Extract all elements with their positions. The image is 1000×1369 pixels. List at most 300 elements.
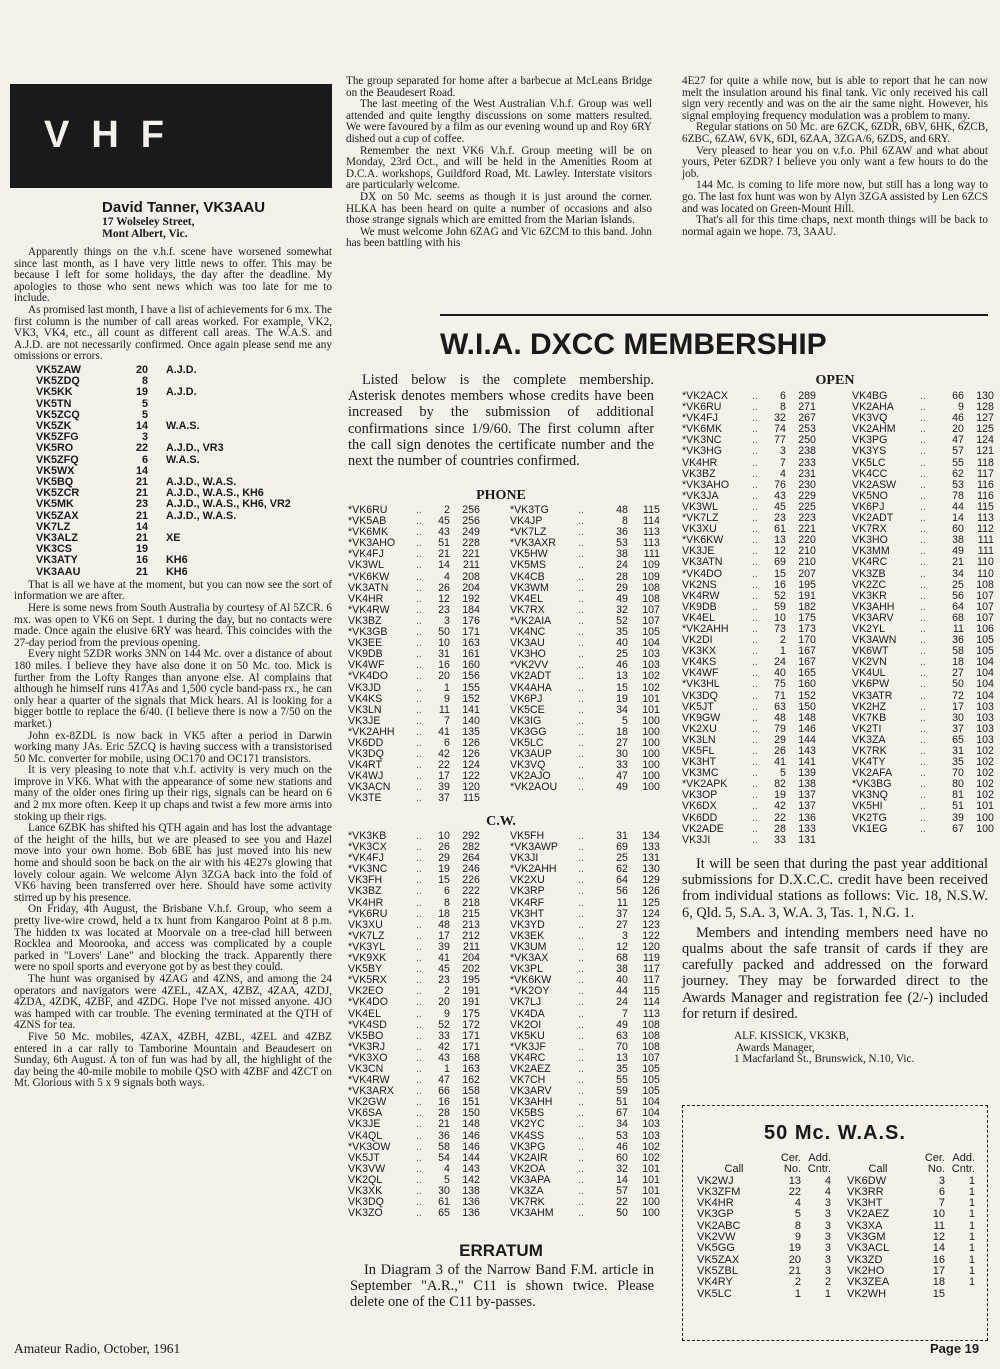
certificate-number: 69 <box>616 841 628 854</box>
leader-dots: .. <box>578 885 584 898</box>
leader-dots: .. <box>416 1062 422 1075</box>
certificate-number: 31 <box>616 830 628 842</box>
countries-confirmed: 102 <box>976 767 994 780</box>
countries-confirmed: 122 <box>642 929 660 942</box>
call-areas: 21 <box>135 531 148 544</box>
countries-confirmed: 120 <box>642 940 660 953</box>
call-sign: *VK6KW <box>510 974 552 987</box>
call-sign: VK3VW <box>348 1162 386 1175</box>
certificate-number: 71 <box>774 689 786 702</box>
countries-confirmed: 109 <box>642 570 660 583</box>
call-areas: 6 <box>141 453 148 466</box>
leader-dots: .. <box>416 1196 422 1209</box>
was-call: VK2AEZ <box>847 1208 890 1221</box>
certificate-number: 56 <box>952 589 964 602</box>
call-sign: *VK6MK <box>682 423 723 436</box>
call-sign: VK9DB <box>682 600 717 613</box>
countries-confirmed: 163 <box>462 637 480 650</box>
certificate-number: 47 <box>616 770 628 783</box>
dxcc-row <box>348 886 480 897</box>
was-cert-no: 20 <box>788 1253 801 1266</box>
countries-confirmed: 133 <box>642 841 660 854</box>
call-areas: 5 <box>141 397 148 410</box>
leader-dots: .. <box>752 600 758 613</box>
leader-dots: .. <box>578 670 584 683</box>
leader-dots: .. <box>578 1018 584 1031</box>
dxcc-row <box>348 793 480 804</box>
leader-dots: .. <box>920 600 926 613</box>
leader-dots: .. <box>578 1007 584 1020</box>
certificate-number: 58 <box>438 1140 450 1153</box>
certificate-number: 24 <box>616 996 628 1009</box>
countries-confirmed: 113 <box>643 537 660 550</box>
certificate-number: 8 <box>443 896 450 909</box>
call-sign: VK3AU <box>510 637 545 650</box>
leader-dots: .. <box>416 952 422 965</box>
achievement-row <box>36 376 291 387</box>
countries-confirmed: 140 <box>462 714 480 727</box>
was-call: VK4RY <box>697 1276 733 1289</box>
dxcc-row <box>852 691 994 702</box>
certificate-number: 14 <box>438 559 450 572</box>
call-sign: VK4HR <box>682 456 718 469</box>
call-sign: VK5MK <box>36 498 74 511</box>
countries-confirmed: 136 <box>462 1207 480 1220</box>
call-sign: VK2AFA <box>852 767 893 780</box>
dxcc-row <box>682 458 816 469</box>
call-sign: VK4CC <box>852 467 888 480</box>
was-add-cntr: 3 <box>824 1197 831 1210</box>
call-sign: VK2AHA <box>852 401 894 414</box>
certificate-number: 1 <box>443 1062 450 1075</box>
countries-confirmed: 103 <box>976 722 994 735</box>
certificate-number: 45 <box>438 515 450 528</box>
call-sign: VK3AHM <box>510 1207 554 1220</box>
was-call: VK5ZBL <box>697 1264 738 1277</box>
countries-confirmed: 103 <box>976 733 994 746</box>
leader-dots: .. <box>578 918 584 931</box>
countries-confirmed: 117 <box>643 974 660 987</box>
leader-dots: .. <box>920 556 926 569</box>
was-add-cntr: 1 <box>968 1174 975 1187</box>
certificate-number: 59 <box>774 600 786 613</box>
call-sign: VK3XK <box>348 1185 383 1197</box>
leader-dots: .. <box>752 489 758 502</box>
call-sign: *VK4SD <box>348 1018 387 1031</box>
certificate-number: 27 <box>616 918 628 931</box>
certificate-number: 44 <box>616 985 628 998</box>
call-sign: *VK9XK <box>348 952 387 965</box>
countries-confirmed: 105 <box>976 634 994 647</box>
leader-dots: .. <box>416 1051 422 1064</box>
was-add-cntr: 3 <box>824 1253 831 1266</box>
achievement-row <box>36 455 291 466</box>
call-sign: VK7CH <box>510 1074 546 1087</box>
call-sign: VK3XU <box>682 523 717 536</box>
was-box <box>682 1105 988 1341</box>
was-add-cntr: 1 <box>824 1287 831 1300</box>
call-sign: *VK3HG <box>682 445 723 458</box>
certificate-number: 38 <box>616 548 628 561</box>
countries-confirmed: 100 <box>642 714 660 727</box>
was-add-cntr: 1 <box>968 1197 975 1210</box>
certificate-number: 12 <box>774 545 786 558</box>
countries-confirmed: 202 <box>462 963 480 976</box>
countries-confirmed: 137 <box>798 800 816 813</box>
call-sign: VK4QL <box>348 1129 383 1142</box>
dxcc-row <box>510 572 660 583</box>
countries-confirmed: 175 <box>798 611 816 624</box>
countries-confirmed: 102 <box>642 1140 660 1153</box>
call-sign: *VK4DO <box>682 567 723 580</box>
countries-confirmed: 131 <box>642 852 660 865</box>
certificate-number: 13 <box>774 534 786 547</box>
countries-confirmed: 231 <box>798 467 816 480</box>
countries-confirmed: 100 <box>642 1207 660 1220</box>
certificate-number: 33 <box>616 759 628 772</box>
dxcc-row <box>348 1119 480 1130</box>
leader-dots: .. <box>920 645 926 658</box>
countries-confirmed: 139 <box>798 767 816 780</box>
leader-dots: .. <box>920 711 926 724</box>
countries-confirmed: 150 <box>462 1107 480 1120</box>
certificate-number: 82 <box>774 778 786 791</box>
was-cert-no: 4 <box>794 1197 801 1210</box>
countries-confirmed: 130 <box>642 863 660 876</box>
call-sign: VK7LZ <box>36 520 71 533</box>
countries-confirmed: 210 <box>798 556 816 569</box>
call-sign: VK3ATN <box>682 556 723 569</box>
call-sign: VK6DD <box>348 736 384 749</box>
leader-dots: .. <box>578 725 584 738</box>
certificate-number: 7 <box>621 1007 628 1020</box>
call-sign: VK7RX <box>852 523 887 536</box>
leader-dots: .. <box>752 833 758 846</box>
dxcc-row <box>682 446 816 457</box>
author-address-line-2: Mont Albert, Vic. <box>102 228 188 240</box>
certificate-number: 10 <box>438 637 450 650</box>
vhf-paragraph: Here is some news from South Australia by courtesy of Al 5ZCR. 6 mx. was open to VK6 on Sept. 1 during the day, but no contacts were made. Once again the elusive 6RY was heard. This coincides with the 27-day period from the previous opening. <box>14 601 332 649</box>
leader-dots: .. <box>920 667 926 680</box>
leader-dots: .. <box>752 822 758 835</box>
was-title: 50 Mc. W.A.S. <box>764 1122 906 1144</box>
certificate-number: 41 <box>774 756 786 769</box>
countries-confirmed: 253 <box>798 423 816 436</box>
call-sign: VK5ZFQ <box>36 453 79 466</box>
certificate-number: 49 <box>616 1018 628 1031</box>
call-sign: VK3ACN <box>348 781 391 794</box>
certificate-number: 30 <box>616 748 628 761</box>
certificate-number: 16 <box>438 1096 450 1109</box>
certificate-number: 24 <box>774 656 786 669</box>
certificate-number: 23 <box>438 603 450 616</box>
countries-confirmed: 141 <box>798 756 816 769</box>
certificate-number: 40 <box>616 974 628 987</box>
countries-confirmed: 102 <box>642 1151 660 1164</box>
countries-confirmed: 134 <box>642 830 660 842</box>
call-sign: *VK3RJ <box>348 1040 386 1053</box>
vhf-banner <box>10 84 332 188</box>
certificate-number: 68 <box>952 611 964 624</box>
leader-dots: .. <box>416 1151 422 1164</box>
countries-confirmed: 116 <box>977 478 994 491</box>
leader-dots: .. <box>752 656 758 669</box>
certificate-number: 63 <box>774 700 786 713</box>
was-cert-no: 15 <box>932 1287 945 1300</box>
call-sign: VK3AHH <box>510 1096 553 1109</box>
countries-confirmed: 127 <box>976 412 994 425</box>
certificate-number: 31 <box>438 648 450 661</box>
leader-dots: .. <box>920 700 926 713</box>
was-add-cntr: 1 <box>968 1242 975 1255</box>
leader-dots: .. <box>752 767 758 780</box>
vhf-banner-title: VHF <box>44 114 186 156</box>
countries-confirmed: 108 <box>642 581 660 594</box>
countries-confirmed: 100 <box>642 1196 660 1209</box>
leader-dots: .. <box>578 614 584 627</box>
certificate-number: 43 <box>774 489 786 502</box>
dxcc-row <box>510 671 660 682</box>
countries-confirmed: 103 <box>642 659 660 672</box>
leader-dots: .. <box>578 592 584 605</box>
call-sign: VK4EL <box>682 611 715 624</box>
certificate-number: 4 <box>443 1162 450 1175</box>
leader-dots: .. <box>752 678 758 691</box>
dxcc-row <box>510 1009 660 1020</box>
countries-confirmed: 102 <box>976 756 994 769</box>
certificate-number: 15 <box>438 874 450 887</box>
countries-confirmed: 267 <box>798 412 816 425</box>
certificate-number: 9 <box>957 401 964 414</box>
call-sign: *VK3GB <box>348 626 388 639</box>
leader-dots: .. <box>920 622 926 635</box>
leader-dots: .. <box>416 1018 422 1031</box>
call-sign: *VK6RU <box>682 401 722 414</box>
call-sign: VK3AHH <box>852 600 895 613</box>
leader-dots: .. <box>416 1040 422 1053</box>
countries-confirmed: 170 <box>798 634 816 647</box>
countries-confirmed: 112 <box>977 523 994 536</box>
certificate-number: 5 <box>443 1173 450 1186</box>
certificate-number: 48 <box>616 504 628 516</box>
call-sign: *VK3AXR <box>510 537 556 550</box>
countries-confirmed: 238 <box>798 445 816 458</box>
call-sign: VK3GG <box>510 725 547 738</box>
leader-dots: .. <box>578 852 584 865</box>
dxcc-row <box>510 683 660 694</box>
countries-confirmed: 146 <box>462 1129 480 1142</box>
dxcc-row <box>682 679 816 690</box>
was-cert-no: 7 <box>938 1197 945 1210</box>
countries-confirmed: 105 <box>642 1074 660 1087</box>
countries-confirmed: 124 <box>642 907 660 920</box>
certificate-number: 16 <box>438 659 450 672</box>
countries-confirmed: 204 <box>462 952 480 965</box>
certificate-number: 18 <box>438 907 450 920</box>
leader-dots: .. <box>416 1173 422 1186</box>
countries-confirmed: 141 <box>462 703 480 716</box>
vhf-paragraph: John ex-8ZDL is now back in VK5 after a period in Darwin working many JAs. Eric 5ZCQ is having success with a transistorised 50 Mc. converter for mobile, using OC170 and OC171 transistors. <box>14 729 332 765</box>
call-sign: VK3AWN <box>852 634 897 647</box>
countries-confirmed: 101 <box>642 1185 660 1197</box>
dxcc-row <box>348 1208 480 1219</box>
certificate-number: 3 <box>443 614 450 627</box>
countries-confirmed: 104 <box>976 667 994 680</box>
leader-dots: .. <box>416 929 422 942</box>
certificate-number: 15 <box>616 681 628 694</box>
leader-dots: .. <box>920 733 926 746</box>
countries-confirmed: 167 <box>798 645 816 658</box>
leader-dots: .. <box>416 1185 422 1197</box>
was-cert-no: 1 <box>794 1287 801 1300</box>
call-sign: VK5ZAX <box>36 509 79 522</box>
call-sign: VK3VQ <box>510 759 546 772</box>
countries-confirmed: 218 <box>462 896 480 909</box>
call-sign: VK6PJ <box>852 500 885 513</box>
call-sign: VK4WF <box>348 659 385 672</box>
certificate-number: 72 <box>952 689 964 702</box>
phone-table-right <box>510 505 660 793</box>
call-sign: VK3AUP <box>510 748 552 761</box>
certificate-number: 79 <box>774 722 786 735</box>
countries-confirmed: 109 <box>642 559 660 572</box>
countries-confirmed: 101 <box>642 1162 660 1175</box>
call-sign: VK3BZ <box>682 467 716 480</box>
certificate-number: 35 <box>952 756 964 769</box>
call-sign: *VK3AX <box>510 952 549 965</box>
certificate-number: 37 <box>952 722 964 735</box>
leader-dots: .. <box>920 634 926 647</box>
leader-dots: .. <box>578 1107 584 1120</box>
certificate-number: 47 <box>952 434 964 447</box>
countries-confirmed: 195 <box>462 974 480 987</box>
call-sign: VK4CB <box>510 570 545 583</box>
leader-dots: .. <box>578 603 584 616</box>
countries-confirmed: 104 <box>976 656 994 669</box>
certificate-number: 11 <box>616 896 628 909</box>
countries-confirmed: 144 <box>462 1151 480 1164</box>
vhf-paragraph: DX on 50 Mc. seems as though it is just around the corner. HLKA has been heard on quite a number of occasions and also those strange signals which are emitted from the Marian Islands. <box>346 190 652 227</box>
leader-dots: .. <box>578 1162 584 1175</box>
leader-dots: .. <box>416 748 422 761</box>
leader-dots: .. <box>578 985 584 998</box>
countries-confirmed: 103 <box>642 1129 660 1142</box>
certificate-number: 28 <box>774 822 786 835</box>
call-sign: VK6WT <box>852 645 889 658</box>
leader-dots: .. <box>578 570 584 583</box>
countries-confirmed: 171 <box>462 1029 480 1042</box>
certificate-number: 2 <box>443 504 450 516</box>
call-sign: VK5JT <box>682 700 714 713</box>
leader-dots: .. <box>578 526 584 539</box>
call-sign: VK2YL <box>852 622 885 635</box>
vhf-column-3 <box>682 76 988 238</box>
call-sign: *VK2VV <box>510 659 549 672</box>
call-sign: VK7KB <box>852 711 887 724</box>
call-sign: VK3CS <box>36 543 73 556</box>
was-row <box>697 1277 975 1288</box>
countries-confirmed: 105 <box>642 1062 660 1075</box>
countries-confirmed: 126 <box>462 748 480 761</box>
countries-confirmed: 104 <box>642 637 660 650</box>
leader-dots: .. <box>752 390 758 402</box>
vhf-paragraph: Very pleased to hear you on v.f.o. Phil 6ZAW and what about yours, Peter 6ZDR? I believe you only want a few hours to do the job. <box>682 144 988 180</box>
leader-dots: .. <box>752 534 758 547</box>
certificate-number: 41 <box>438 725 450 738</box>
leader-dots: .. <box>416 1207 422 1220</box>
call-areas: 14 <box>135 464 148 477</box>
call-areas: 16 <box>135 554 148 567</box>
call-areas: 22 <box>135 442 148 455</box>
countries-confirmed: 100 <box>642 725 660 738</box>
countries-confirmed: 148 <box>798 711 816 724</box>
call-sign: VK5ZK <box>36 419 72 432</box>
was-header-row <box>697 1164 975 1175</box>
certificate-number: 23 <box>438 974 450 987</box>
was-add-cntr: 2 <box>824 1276 831 1289</box>
certificate-number: 69 <box>774 556 786 569</box>
call-sign: *VK3ARX <box>348 1085 394 1098</box>
certificate-number: 6 <box>779 390 786 402</box>
call-sign: VK3AAU <box>36 565 81 578</box>
leader-dots: .. <box>752 523 758 536</box>
certificate-number: 60 <box>616 1151 628 1164</box>
dxcc-row <box>348 683 480 694</box>
call-sign: VK5HI <box>852 800 883 813</box>
leader-dots: .. <box>578 736 584 749</box>
leader-dots: .. <box>752 500 758 513</box>
countries-confirmed: 105 <box>642 1085 660 1098</box>
dxcc-row <box>348 997 480 1008</box>
certificate-number: 39 <box>952 811 964 824</box>
call-areas: 23 <box>135 498 148 511</box>
cw-table-right-wrap <box>510 831 660 1219</box>
leader-dots: .. <box>416 830 422 842</box>
countries-confirmed: 138 <box>462 1185 480 1197</box>
leader-dots: .. <box>416 1007 422 1020</box>
call-sign: VK2TG <box>852 811 887 824</box>
was-cert-no: 21 <box>788 1264 801 1277</box>
was-row <box>697 1243 975 1254</box>
certificate-number: 47 <box>438 1074 450 1087</box>
certificate-number: 62 <box>952 467 964 480</box>
countries-confirmed: 155 <box>462 681 480 694</box>
certificate-number: 3 <box>621 929 628 942</box>
certificate-number: 74 <box>774 423 786 436</box>
call-sign: VK3EE <box>348 637 383 650</box>
certificate-number: 28 <box>438 1107 450 1120</box>
vhf-paragraph: The hunt was organised by 4ZAG and 4ZNS, and among the 24 operators and navigators were 4ZEL, 4ZAX, 4ZBZ, 4ZAA, 4ZDJ, 4ZDA, 4ZDK, 4ZBF, and 4ZDG. Hope I've not missed anyone. 4JO was hamped with car trouble. The evening terminated at the QTH of 4ZNS for tea. <box>14 972 332 1032</box>
certificate-number: 22 <box>774 811 786 824</box>
was-add-cntr: 1 <box>968 1208 975 1221</box>
leader-dots: .. <box>752 778 758 791</box>
certificate-number: 43 <box>438 526 450 539</box>
countries-confirmed: 133 <box>798 822 816 835</box>
certificate-number: 34 <box>952 567 964 580</box>
countries-confirmed: 110 <box>977 567 994 580</box>
countries-confirmed: 125 <box>976 423 994 436</box>
countries-confirmed: 171 <box>462 626 480 639</box>
call-sign: VK3ARV <box>852 611 894 624</box>
certificate-number: 27 <box>616 736 628 749</box>
leader-dots: .. <box>920 401 926 414</box>
was-header-cell: Cer. <box>924 1152 945 1164</box>
call-areas: 20 <box>135 363 148 376</box>
leader-dots: .. <box>416 1129 422 1142</box>
call-sign: VK4BG <box>852 390 888 402</box>
leader-dots: .. <box>920 789 926 802</box>
was-call: VK3ZEA <box>847 1276 890 1289</box>
